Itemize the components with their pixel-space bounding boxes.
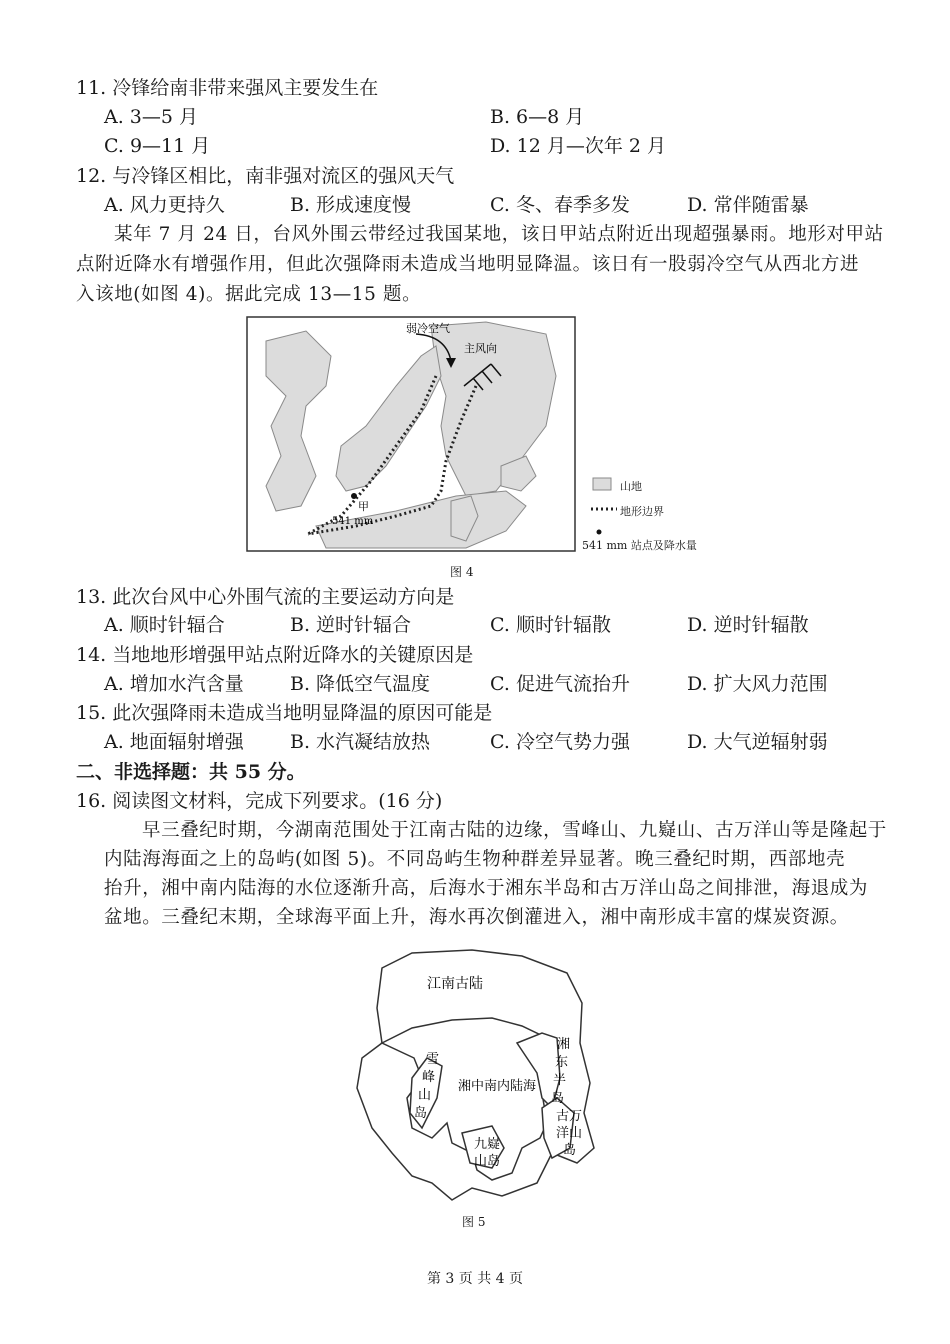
label-cold-air: 弱冷空气	[406, 322, 450, 335]
q16-line-3: 抬升，湘中南内陆海的水位逐渐升高，后海水于湘东半岛和古万洋山岛之间排泄，海退成为	[104, 878, 869, 899]
label-xiangdong-2: 东	[555, 1055, 569, 1070]
q12-option-a: A. 风力更持久	[104, 194, 225, 216]
label-guwan-2: 洋山	[556, 1126, 583, 1141]
label-xiangdong-3: 半	[553, 1073, 567, 1088]
q14-option-d: D. 扩大风力范围	[687, 673, 828, 695]
figure5-caption: 图 5	[462, 1215, 486, 1229]
legend-station-dot	[596, 529, 602, 535]
material1-line-1: 某年 7 月 24 日，台风外围云带经过我国某地，该日甲站点附近出现超强暴雨。地形对甲站	[114, 224, 884, 245]
q12-option-b: B. 形成速度慢	[290, 194, 412, 216]
q15-option-c: C. 冷空气势力强	[490, 731, 630, 753]
label-station-jia: 甲	[358, 500, 369, 513]
q13-stem: 13. 此次台风中心外围气流的主要运动方向是	[76, 586, 455, 608]
material1-line-2: 点附近降水有增强作用，但此次强降雨未造成当地明显降温。该日有一股弱冷空气从西北方进	[76, 254, 860, 275]
q12-option-c: C. 冬、春季多发	[490, 194, 630, 216]
q12-stem: 12. 与冷锋区相比，南非强对流区的强风天气	[76, 165, 455, 187]
q14-option-a: A. 增加水汽含量	[104, 673, 244, 695]
figure5-map	[352, 948, 602, 1208]
material1-line-3: 入该地(如图 4)。据此完成 13—15 题。	[76, 284, 422, 305]
q14-option-c: C. 促进气流抬升	[490, 673, 630, 695]
label-sea: 湘中南内陆海	[458, 1079, 537, 1094]
label-xuefeng-3: 山	[418, 1088, 432, 1103]
label-xiangdong-4: 岛	[551, 1091, 565, 1106]
page-number: 第 3 页 共 4 页	[426, 1271, 524, 1287]
q11-option-c: C. 9—11 月	[104, 135, 211, 157]
legend-station: 541 mm 站点及降水量	[582, 539, 697, 552]
figure4-caption: 图 4	[450, 565, 474, 579]
q13-option-d: D. 逆时针辐散	[687, 614, 809, 636]
label-guwan-3: 岛	[563, 1143, 577, 1158]
q13-option-a: A. 顺时针辐合	[104, 614, 225, 636]
q11-option-b: B. 6—8 月	[490, 106, 585, 128]
q13-option-b: B. 逆时针辐合	[290, 614, 412, 636]
q16-line-1: 早三叠纪时期，今湖南范围处于江南古陆的边缘，雪峰山、九嶷山、古万洋山等是隆起于	[142, 820, 887, 841]
q13-option-c: C. 顺时针辐散	[490, 614, 611, 636]
label-xuefeng-1: 雪	[426, 1052, 440, 1067]
station-jia-dot	[351, 493, 357, 499]
label-xuefeng-4: 岛	[414, 1106, 428, 1121]
q11-option-a: A. 3—5 月	[104, 106, 199, 128]
q15-option-b: B. 水汽凝结放热	[290, 731, 431, 753]
label-station-value: 541 mm	[332, 516, 374, 527]
legend-mountain: 山地	[620, 480, 642, 493]
q11-option-d: D. 12 月—次年 2 月	[490, 135, 667, 157]
label-jiuyi-2: 山岛	[474, 1154, 501, 1169]
q15-option-a: A. 地面辐射增强	[104, 731, 244, 753]
label-xuefeng-2: 峰	[422, 1070, 436, 1085]
label-xiangdong-1: 湘	[557, 1037, 571, 1052]
q16-stem: 16. 阅读图文材料，完成下列要求。(16 分)	[76, 790, 443, 812]
label-guwan-1: 古万	[556, 1109, 583, 1124]
q16-line-4: 盆地。三叠纪末期，全球海平面上升，海水再次倒灌进入，湘中南形成丰富的煤炭资源。	[104, 907, 849, 928]
label-jiuyi-1: 九嶷	[474, 1137, 501, 1152]
q11-stem: 11. 冷锋给南非带来强风主要发生在	[76, 77, 379, 99]
q15-stem: 15. 此次强降雨未造成当地明显降温的原因可能是	[76, 702, 493, 724]
figure4-map	[246, 316, 576, 552]
legend-boundary-swatch	[590, 506, 618, 512]
q14-option-b: B. 降低空气温度	[290, 673, 431, 695]
q12-option-d: D. 常伴随雷暴	[687, 194, 809, 216]
q15-option-d: D. 大气逆辐射弱	[687, 731, 828, 753]
label-wind-direction: 主风向	[464, 342, 497, 355]
q14-stem: 14. 当地地形增强甲站点附近降水的关键原因是	[76, 644, 474, 666]
legend-boundary: 地形边界	[620, 505, 664, 518]
section2-title: 二、非选择题：共 55 分。	[76, 761, 306, 783]
q16-line-2: 内陆海海面之上的岛屿(如图 5)。不同岛屿生物种群差异显著。晚三叠纪时期，西部地壳	[104, 849, 846, 870]
label-old-land: 江南古陆	[427, 976, 483, 992]
legend-mountain-swatch	[592, 477, 612, 491]
